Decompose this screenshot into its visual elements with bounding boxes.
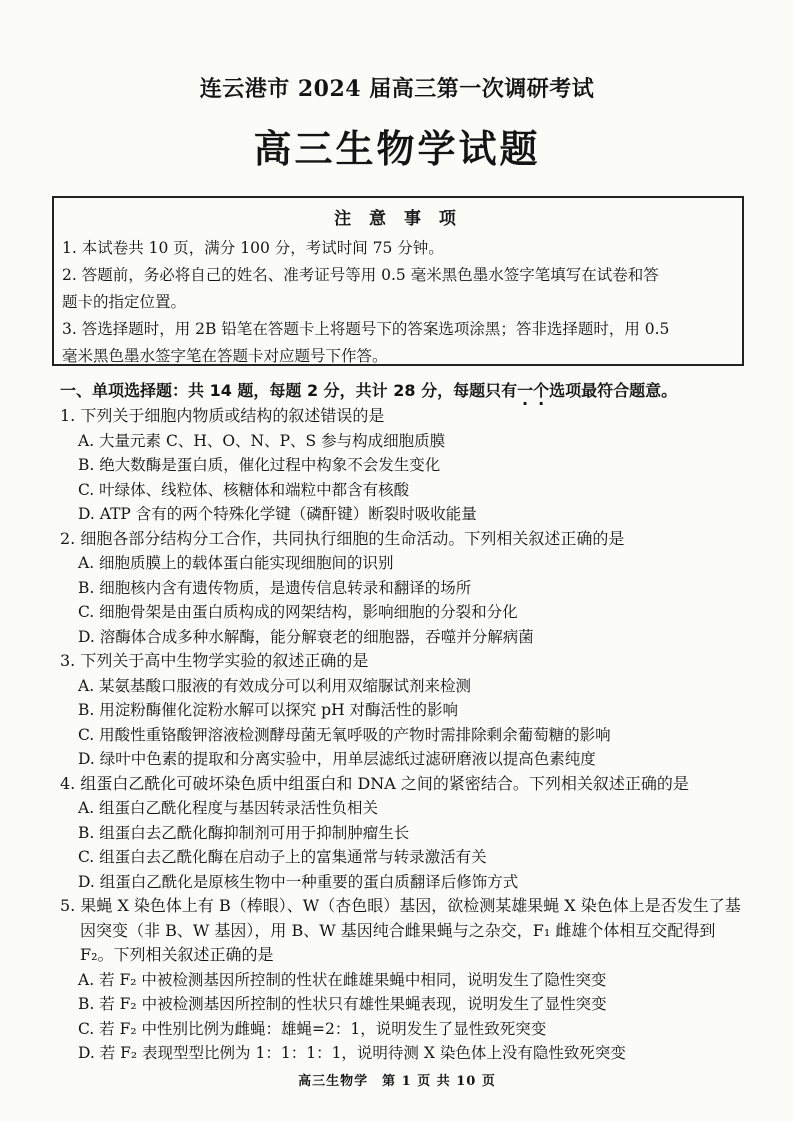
option-b: B. 绝大数酶是蛋白质，催化过程中构象不会发生变化 [78, 456, 441, 474]
question-4 [60, 772, 750, 895]
question-stem: 2. 细胞各部分结构分工合作，共同执行细胞的生命活动。下列相关叙述正确的是 [60, 528, 625, 548]
question-1 [60, 404, 750, 527]
option-d: D. 溶酶体合成多种水解酶，能分解衰老的细胞器，吞噬并分解病菌 [78, 627, 534, 646]
option-a: A. 组蛋白乙酰化程度与基因转录活性负相关 [78, 799, 379, 817]
option-b: B. 细胞核内含有遗传物质，是遗传信息转录和翻译的场所 [78, 578, 472, 597]
option-d: D. 若 F₂ 表现型型比例为 1：1：1：1，说明待测 X 染色体上没有隐性致死突变 [78, 1044, 626, 1062]
option-a: A. 细胞质膜上的载体蛋白能实现细胞间的识别 [78, 554, 394, 572]
question-5 [60, 894, 750, 1066]
question-stem: 4. 组蛋白乙酰化可破坏染色质中组蛋白和 DNA 之间的紧密结合。下列相关叙述正确的是 [60, 773, 689, 793]
question-list [60, 404, 750, 1066]
option-a: A. 若 F₂ 中被检测基因所控制的性状在雌雄果蝇中相同，说明发生了隐性突变 [78, 970, 607, 989]
option-d: D. ATP 含有的两个特殊化学键（磷酐键）断裂时吸收能量 [78, 505, 477, 523]
option-a: A. 某氨基酸口服液的有效成分可以利用双缩脲试剂来检测 [78, 676, 472, 695]
question-stem: 1. 下列关于细胞内物质或结构的叙述错误的是 [60, 406, 385, 425]
option-c: C. 组蛋白去乙酰化酶在启动子上的富集通常与转录激活有关 [78, 848, 487, 866]
notice-line: 3. 答选择题时，用 2B 铅笔在答题卡上将题号下的答案选项涂黑；答非选择题时，用 0.5 [62, 320, 670, 338]
option-d: D. 绿叶中色素的提取和分离实验中，用单层滤纸过滤研磨液以提高色素纯度 [78, 750, 596, 768]
notice-line: 2. 答题前，务必将自己的姓名、准考证号等用 0.5 毫米黑色墨水签字笔填写在试卷和答 [62, 266, 659, 284]
emphasis-char: 一 [517, 381, 534, 400]
option-b: B. 用淀粉酶催化淀粉水解可以探究 pH 对酶活性的影响 [78, 701, 459, 719]
exam-title: 连云港市 2024 届高三第一次调研考试 [199, 76, 595, 102]
question-2 [60, 527, 750, 650]
emphasis-char: 个 [533, 381, 550, 400]
question-3 [60, 649, 750, 772]
section-heading-prefix: 一、单项选择题：共 14 题，每题 2 分，共计 28 分，每题只有 [60, 381, 518, 400]
section-heading-suffix: 选项最符合题意。 [549, 381, 678, 400]
question-stem: 5. 果蝇 X 染色体上有 B（棒眼）、W（杏色眼）基因，欲检测某雄果蝇 X 染色体上是否发生了基因突变（非 B、W 基因），用 B、W 基因纯合雌果蝇与之杂交，F₁ 雌雄个体相互交配得到 F₂。下列相关叙述正确的是 [60, 896, 741, 964]
option-c: C. 叶绿体、线粒体、核糖体和端粒中都含有核酸 [78, 480, 410, 499]
option-c: C. 细胞骨架是由蛋白质构成的网架结构，影响细胞的分裂和分化 [78, 603, 518, 621]
option-b: B. 若 F₂ 中被检测基因所控制的性状只有雄性果蝇表现，说明发生了显性突变 [78, 995, 607, 1013]
notice-line: 毫米黑色墨水签字笔在答题卡对应题号下作答。 [62, 347, 388, 365]
notice-line: 1. 本试卷共 10 页，满分 100 分，考试时间 75 分钟。 [62, 239, 444, 257]
notice-box [52, 196, 744, 366]
option-c: C. 若 F₂ 中性别比例为雌蝇：雄蝇=2：1，说明发生了显性致死突变 [78, 1019, 547, 1038]
notice-line: 题卡的指定位置。 [62, 293, 187, 311]
notice-title: 注 意 事 项 [334, 209, 462, 229]
option-b: B. 组蛋白去乙酰化酶抑制剂可用于抑制肿瘤生长 [78, 823, 410, 842]
subject-title: 高三生物学试题 [253, 126, 541, 171]
section-heading [60, 378, 760, 401]
option-a: A. 大量元素 C、H、O、N、P、S 参与构成细胞质膜 [78, 431, 446, 450]
page-footer: 高三生物学 第 1 页 共 10 页 [298, 1074, 496, 1089]
option-d: D. 组蛋白乙酰化是原核生物中一种重要的蛋白质翻译后修饰方式 [78, 872, 519, 891]
question-stem: 3. 下列关于高中生物学实验的叙述正确的是 [60, 651, 369, 670]
option-c: C. 用酸性重铬酸钾溶液检测酵母菌无氧呼吸的产物时需排除剩余葡萄糖的影响 [78, 725, 611, 744]
